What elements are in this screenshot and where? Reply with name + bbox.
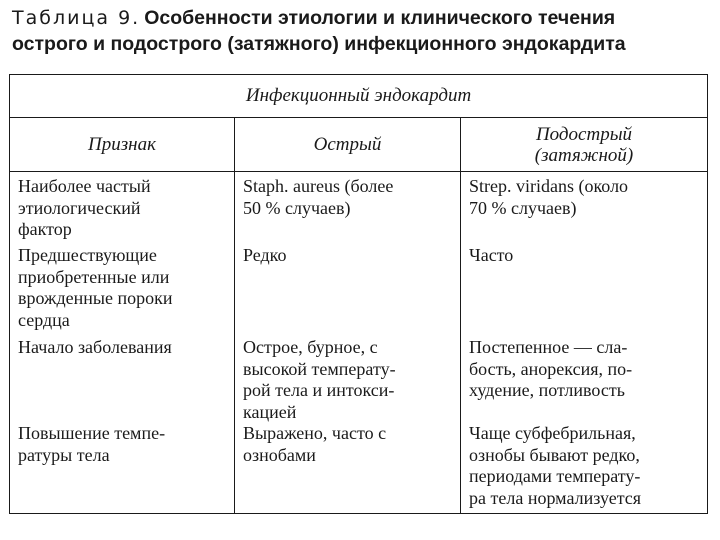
- endocarditis-table: [9, 74, 708, 514]
- column-header-subacute: [461, 118, 708, 172]
- table-main-header: Инфекционный эндокардит: [10, 75, 708, 118]
- column-header-feature: Признак: [10, 118, 235, 172]
- row-4-acute: Выражено, часто с ознобами: [243, 423, 387, 465]
- row-4-subacute: Чаще субфебрильная, ознобы бывают редко, периодами температу- ра тела нормализуется: [469, 423, 642, 508]
- acute-column: [235, 172, 461, 514]
- row-3-feature: Начало заболевания: [18, 337, 172, 357]
- subacute-column: [461, 172, 708, 514]
- column-header-acute: Острый: [235, 118, 461, 172]
- row-3-acute: Острое, бурное, с высокой температу- рой тела и интокси- кацией: [243, 337, 396, 422]
- row-4-feature: Повышение темпе- ратуры тела: [18, 423, 166, 465]
- caption-title-line1: Особенности этиологии и клинического течения: [144, 7, 616, 29]
- row-3-subacute: Постепенное — сла- бость, анорексия, по- худение, потливость: [469, 337, 633, 400]
- table-number: Таблица 9.: [12, 7, 141, 29]
- caption-title-line2: острого и подострого (затяжного) инфекционного эндокардита: [12, 33, 626, 55]
- row-1-subacute: Strep. viridans (около 70 % случаев): [469, 176, 629, 218]
- row-1-acute: Staph. aureus (более 50 % случаев): [243, 176, 394, 218]
- caption-line-1: [12, 6, 712, 32]
- column-header-subacute-line2: (затяжной): [534, 144, 634, 166]
- row-2-subacute: Часто: [469, 245, 514, 265]
- column-header-subacute-line1: Подострый: [535, 123, 633, 145]
- row-1-feature: Наиболее частый этиологический фактор: [18, 176, 151, 239]
- table-caption: [12, 6, 712, 57]
- row-2-feature: Предшествующие приобретенные или врожденные пороки сердца: [18, 245, 173, 330]
- feature-column: [10, 172, 235, 514]
- row-2-acute: Редко: [243, 245, 287, 265]
